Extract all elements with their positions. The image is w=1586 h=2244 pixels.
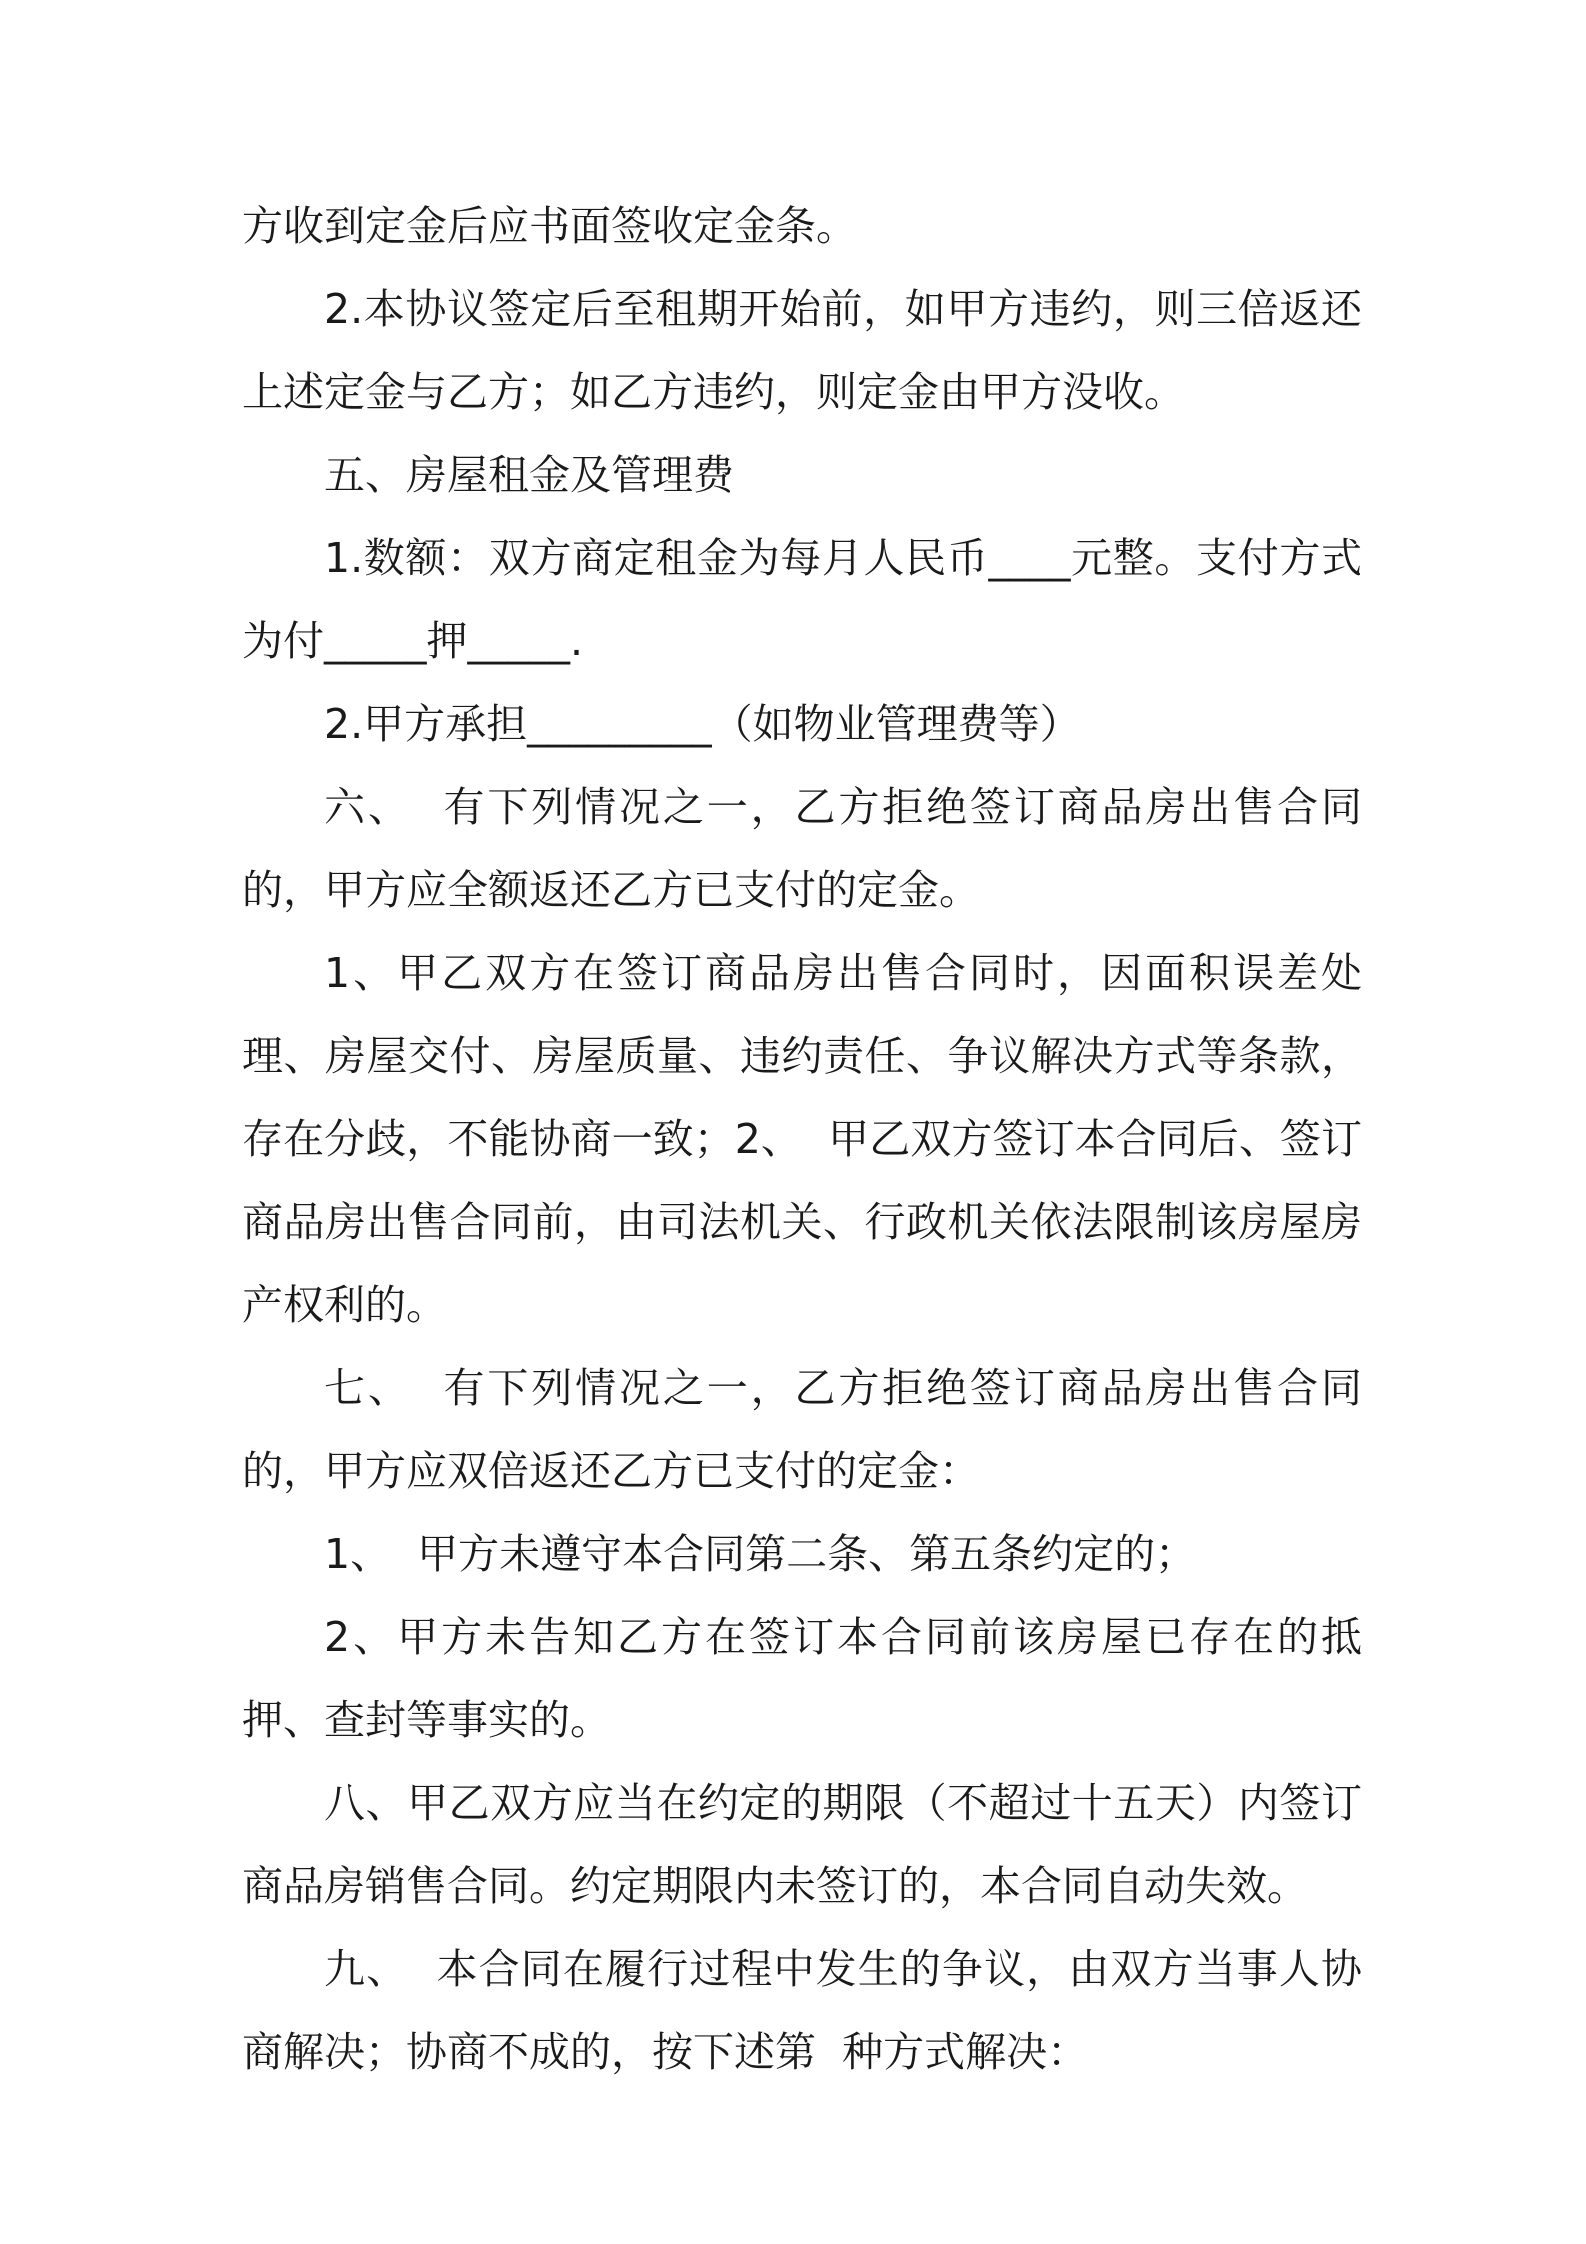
paragraph-clause-7-2: 2、甲方未告知乙方在签订本合同前该房屋已存在的抵押、查封等事实的。: [242, 1613, 1362, 1744]
paragraph-clause-4-2: 2.本协议签定后至租期开始前，如甲方违约，则三倍返还上述定金与乙方；如乙方违约，则定金由甲方没收。: [242, 285, 1362, 416]
paragraph-section-9: 九、 本合同在履行过程中发生的争议，由双方当事人协商解决；协商不成的，按下述第 种方式解决：: [242, 1945, 1362, 2076]
heading-section-6: 六、 有下列情况之一，乙方拒绝签订商品房出售合同的，甲方应全额返还乙方已支付的定金。: [242, 783, 1362, 914]
document-body: [242, 185, 1362, 2094]
paragraph-deposit-receipt: 方收到定金后应书面签收定金条。: [242, 202, 857, 250]
heading-section-5: 五、房屋租金及管理费: [324, 451, 734, 499]
paragraph-clause-5-2: 2.甲方承担_________（如物业管理费等）: [324, 700, 1081, 748]
paragraph-clause-7-1: 1、 甲方未遵守本合同第二条、第五条约定的；: [324, 1530, 1197, 1578]
heading-section-7: 七、 有下列情况之一，乙方拒绝签订商品房出售合同的，甲方应双倍返还乙方已支付的定金：: [242, 1364, 1362, 1495]
paragraph-clause-6-items: 1、甲乙双方在签订商品房出售合同时，因面积误差处理、房屋交付、房屋质量、违约责任、争议解决方式等条款，存在分歧，不能协商一致；2、 甲乙双方签订本合同后、签订商品房出售合同前，由司法机关、行政机关依法限制该房屋房产权利的。: [242, 949, 1362, 1329]
paragraph-clause-5-1: 1.数额：双方商定租金为每月人民币____元整。支付方式为付_____押_____.: [242, 534, 1362, 665]
paragraph-section-8: 八、甲乙双方应当在约定的期限（不超过十五天）内签订商品房销售合同。约定期限内未签订的，本合同自动失效。: [242, 1779, 1362, 1910]
